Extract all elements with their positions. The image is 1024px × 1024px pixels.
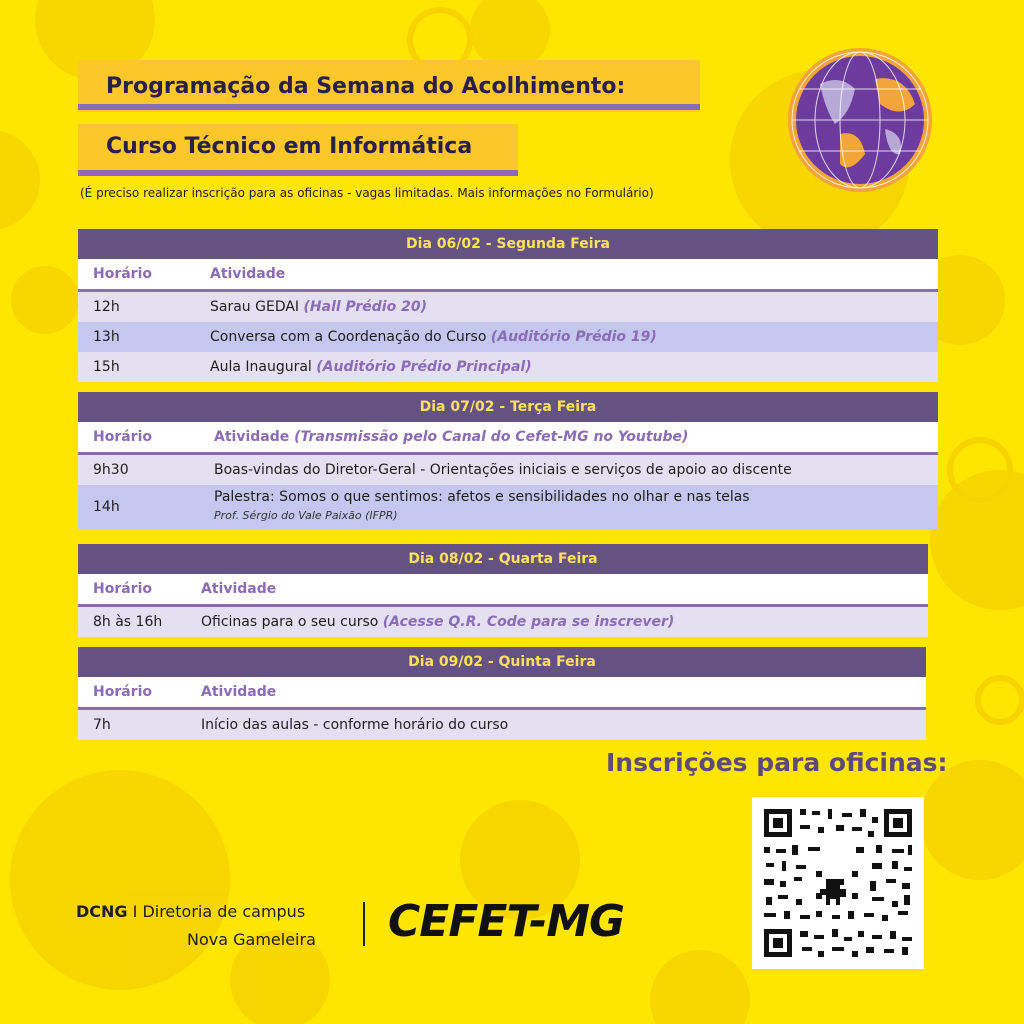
table-row [78,352,938,382]
title-underline-1 [78,104,700,110]
globe-illustration [780,44,940,194]
table-row [78,710,926,740]
qr-code[interactable] [752,797,924,969]
day-2-title: Dia 07/02 - Terça Feira [78,392,938,422]
day-4-header-row [78,677,926,710]
row-location: (Auditório Prédio 19) [490,329,657,345]
day-4-schedule [78,647,926,740]
row-activity: Aula Inaugural [210,359,312,375]
day-3-schedule [78,544,928,637]
row-location: (Acesse Q.R. Code para se inscrever) [382,614,675,630]
row-time: 13h [93,329,120,345]
row-activity: Sarau GEDAI [210,299,300,315]
atividade-label: Atividade [201,581,277,597]
title-line-1: Programação da Semana do Acolhimento: [78,60,700,112]
row-activity: Palestra: Somos o que sentimos: afetos e sensibilidades no olhar e nas telas [214,489,750,505]
row-activity: Início das aulas - conforme horário do curso [201,717,509,733]
day-2-schedule [78,392,938,529]
day-2-header-row [78,422,938,455]
day-1-schedule [78,229,938,382]
day-3-header-row [78,574,928,607]
row-time: 12h [93,299,120,315]
table-row [78,292,938,322]
row-activity: Oficinas para o seu curso [201,614,379,630]
table-row [78,485,938,529]
title-underline-2 [78,170,518,176]
row-location: (Auditório Prédio Principal) [316,359,532,375]
row-activity: Boas-vindas do Diretor-Geral - Orientações iniciais e serviços de apoio ao discente [214,462,792,478]
broadcast-note: (Transmissão pelo Canal do Cefet-MG no Youtube) [294,429,689,445]
horario-label: Horário [93,581,153,597]
title-line-2: Curso Técnico em Informática [78,124,518,176]
row-speaker: Prof. Sérgio do Vale Paixão (IFPR) [214,509,398,522]
horario-label: Horário [93,684,153,700]
horario-label: Horário [93,429,153,445]
atividade-label: Atividade [201,684,277,700]
row-time: 8h às 16h [93,614,163,630]
cefet-mg-logo: CEFET-MG [388,896,625,947]
registration-note: (É preciso realizar inscrição para as oficinas - vagas limitadas. Mais informações no Formulário) [80,186,654,200]
table-row [78,322,938,352]
footer-line-1: DCNG I Diretoria de campus [76,902,306,921]
row-location: (Hall Prédio 20) [303,299,427,315]
day-4-title: Dia 09/02 - Quinta Feira [78,647,926,677]
footer-line-2: Nova Gameleira [187,930,316,949]
table-row [78,607,928,637]
atividade-label: Atividade [210,266,286,282]
row-time: 7h [93,717,111,733]
atividade-label: Atividade [214,429,290,445]
footer-dept: DCNG [76,902,128,921]
day-1-title: Dia 06/02 - Segunda Feira [78,229,938,259]
row-time: 14h [93,499,120,515]
footer-divider [363,902,365,946]
registration-heading: Inscrições para oficinas: [606,748,948,777]
day-1-header-row [78,259,938,292]
row-time: 15h [93,359,120,375]
row-activity: Conversa com a Coordenação do Curso [210,329,487,345]
table-row [78,455,938,485]
horario-label: Horário [93,266,153,282]
row-time: 9h30 [93,462,129,478]
footer-directorate: Diretoria de campus [142,902,306,921]
day-3-title: Dia 08/02 - Quarta Feira [78,544,928,574]
